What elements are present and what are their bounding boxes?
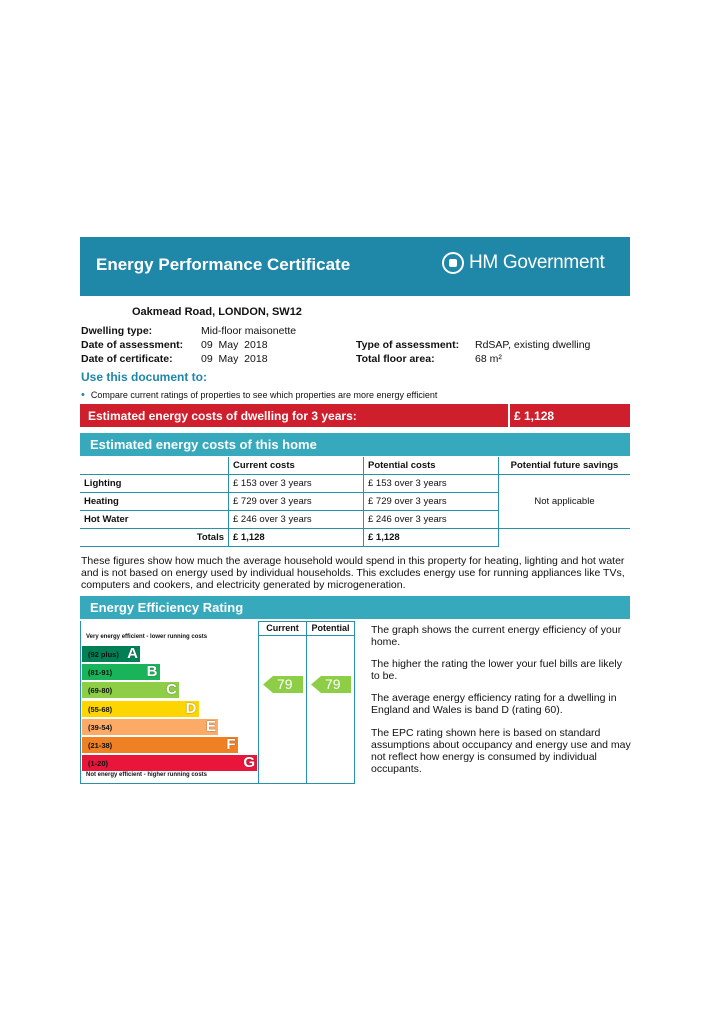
band-letter: B [146,663,158,681]
band-letter: F [226,736,236,753]
band-letter: G [243,754,255,772]
totals-label: Totals [80,529,229,547]
table-header-row [80,457,630,475]
current-cost: £ 153 over 3 years [229,475,364,493]
column-header-savings: Potential future savings [499,457,631,475]
rating-band-f [82,737,238,753]
property-address: Oakmead Road, LONDON, SW12 [132,306,302,318]
assessment-date-label: Date of assessment: [81,339,184,351]
rating-band-g [82,755,257,771]
totals-current: £ 1,128 [229,529,364,547]
totals-potential: £ 1,128 [364,529,499,547]
band-letter: A [127,645,138,662]
current-rating-value: 79 [277,676,293,692]
rating-band-d [82,701,199,717]
potential-column [306,621,355,784]
totals-row [80,529,630,547]
floor-area-value: 68 m² [475,353,502,365]
potential-cost: £ 246 over 3 years [364,511,499,529]
estimated-cost-bar [80,404,630,427]
bottom-caption: Not energy efficient - higher running costs [86,772,208,778]
top-caption: Very energy efficient - lower running costs [86,634,208,640]
assessment-date-value: 09 May 2018 [201,339,268,351]
band-range: (55-68) [88,704,113,714]
band-range: (69-80) [88,686,113,696]
rating-text-1: The graph shows the current energy efficiency of your home. [371,624,622,648]
band-letter: C [166,681,177,699]
row-label: Hot Water [80,511,229,529]
floor-area-label: Total floor area: [356,353,435,365]
band-range: (21-38) [88,741,113,750]
rating-band-b [82,664,160,680]
row-label: Heating [80,493,229,511]
dwelling-type-label: Dwelling type: [81,325,153,337]
band-range: (81-91) [88,668,113,678]
royal-crest-icon [442,252,464,274]
column-header-current: Current costs [229,457,364,475]
bullet-icon: • [81,389,85,401]
current-header: Current [266,623,299,633]
hm-government-text: HM Government [469,252,605,273]
current-cost: £ 729 over 3 years [229,493,364,511]
band-range: (39-54) [88,722,113,732]
costs-note: These figures show how much the average household would spend in this property for heating, lighting and hot water and is not based on energy used by individual households. This excludes energy use for running appliances like TVs, computers and cookers, and electricity generated by microgeneration. [81,555,625,591]
current-column [258,621,307,784]
certificate-title: Energy Performance Certificate [96,255,351,274]
certificate-date-label: Date of certificate: [81,353,173,365]
use-document-heading: Use this document to: [81,370,208,384]
band-range: (1-20) [88,759,109,769]
row-label: Lighting [80,475,229,493]
band-letter: D [185,699,197,717]
estimated-cost-label: Estimated energy costs of dwelling for 3 years: [88,409,357,423]
rating-band-e [82,719,218,735]
dwelling-type-value: Mid-floor maisonette [201,325,297,337]
potential-cost: £ 153 over 3 years [364,475,499,493]
assessment-type-label: Type of assessment: [356,339,460,351]
certificate-date-value: 09 May 2018 [201,353,268,365]
table-row [80,475,630,493]
potential-header: Potential [311,623,350,633]
potential-cost: £ 729 over 3 years [364,493,499,511]
band-range: (92 plus) [88,650,119,659]
current-cost: £ 246 over 3 years [229,511,364,529]
assessment-type-value: RdSAP, existing dwelling [475,339,591,351]
potential-rating-value: 79 [325,676,341,692]
rating-text-2: The higher the rating the lower your fuel bills are likely to be. [371,658,622,682]
rating-band-c [82,682,179,698]
rating-text-4: The EPC rating shown here is based on standard assumptions about occupancy and energy use and may not reflect how energy is consumed by individual occupants. [371,727,631,775]
band-letter: E [205,717,216,735]
column-header-potential: Potential costs [364,457,499,475]
costs-section-header: Estimated energy costs of this home [80,433,630,456]
column-divider [258,635,355,636]
certificate-header [80,237,630,296]
costs-table [80,457,630,547]
hm-government-logo [442,252,604,274]
rating-band-a [82,646,140,662]
divider [508,404,510,427]
rating-section-header: Energy Efficiency Rating [80,596,630,619]
use-document-bullet: • Compare current ratings of properties to see which properties are more energy efficient [81,389,438,401]
estimated-cost-value: £ 1,128 [514,409,555,423]
savings-value: Not applicable [499,475,631,529]
rating-text-3: The average energy efficiency rating for a dwelling in England and Wales is band D (rating 60). [371,692,617,716]
